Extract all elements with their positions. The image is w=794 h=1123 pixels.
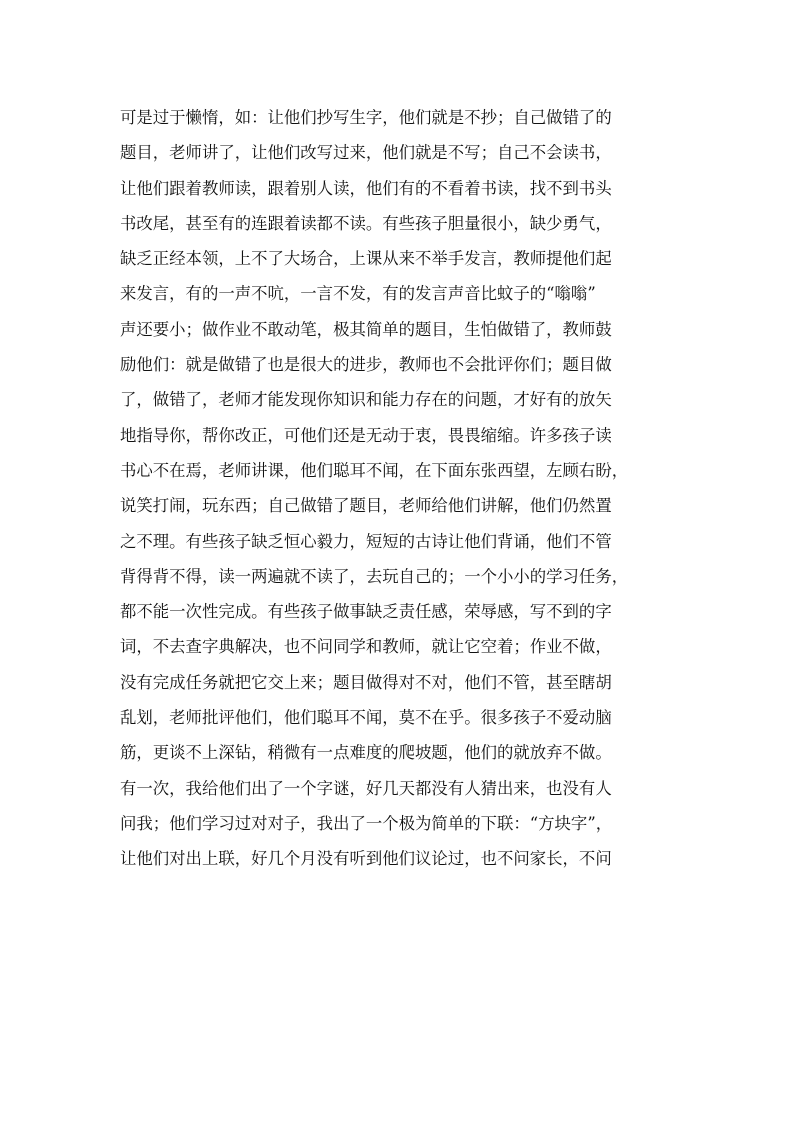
text-line: 有一次，我给他们出了一个字谜，好几天都没有人猜出来，也没有人 [120,778,612,798]
text-line: 书心不在焉，老师讲课，他们聪耳不闻，在下面东张西望，左顾右盼， [120,460,629,480]
text-line: 筋，更谈不上深钻，稍微有一点难度的爬坡题，他们的就放弃不做。 [120,743,612,763]
text-line: 题目，老师讲了，让他们改写过来，他们就是不写；自己不会读书， [120,143,612,163]
text-line: 了，做错了，老师才能发现你知识和能力存在的问题，才好有的放矢 [120,390,612,410]
text-line: 乱划，老师批评他们，他们聪耳不闻，莫不在乎。很多孩子不爱动脑 [120,708,612,728]
text-line: 可是过于懒惰，如：让他们抄写生字，他们就是不抄；自己做错了的 [120,108,612,127]
text-line: 之不理。有些孩子缺乏恒心毅力，短短的古诗让他们背诵，他们不管 [120,531,612,551]
text-line: 声还要小；做作业不敢动笔，极其简单的题目，生怕做错了，教师鼓 [120,319,612,339]
text-line: 书改尾，甚至有的连跟着读都不读。有些孩子胆量很小，缺少勇气， [120,213,612,233]
text-line: 词，不去查字典解决，也不问同学和教师，就让它空着；作业不做， [120,637,612,657]
text-line: 励他们：就是做错了也是很大的进步，教师也不会批评你们；题目做 [120,355,612,375]
text-line: 背得背不得，读一两遍就不读了，去玩自己的；一个小小的学习任务， [120,566,629,586]
text-line: 问我；他们学习过对对子，我出了一个极为简单的下联：“方块字”， [120,813,613,833]
text-line: 缺乏正经本领，上不了大场合，上课从来不举手发言，教师提他们起 [120,249,612,269]
text-line: 没有完成任务就把它交上来；题目做得对不对，他们不管，甚至瞎胡 [120,672,612,692]
text-line: 说笑打闹，玩东西；自己做错了题目，老师给他们讲解，他们仍然置 [120,496,612,516]
body-text [120,100,680,877]
text-line: 都不能一次性完成。有些孩子做事缺乏责任感，荣辱感，写不到的字 [120,602,612,622]
text-line: 让他们对出上联，好几个月没有听到他们议论过，也不问家长，不问 [120,849,612,869]
text-line: 让他们跟着教师读，跟着别人读，他们有的不看着书读，找不到书头 [120,178,612,198]
text-line: 地指导你，帮你改正，可他们还是无动于衷，畏畏缩缩。许多孩子读 [120,425,612,445]
text-line: 来发言，有的一声不吭，一言不发，有的发言声音比蚊子的“嗡嗡” [120,284,596,304]
